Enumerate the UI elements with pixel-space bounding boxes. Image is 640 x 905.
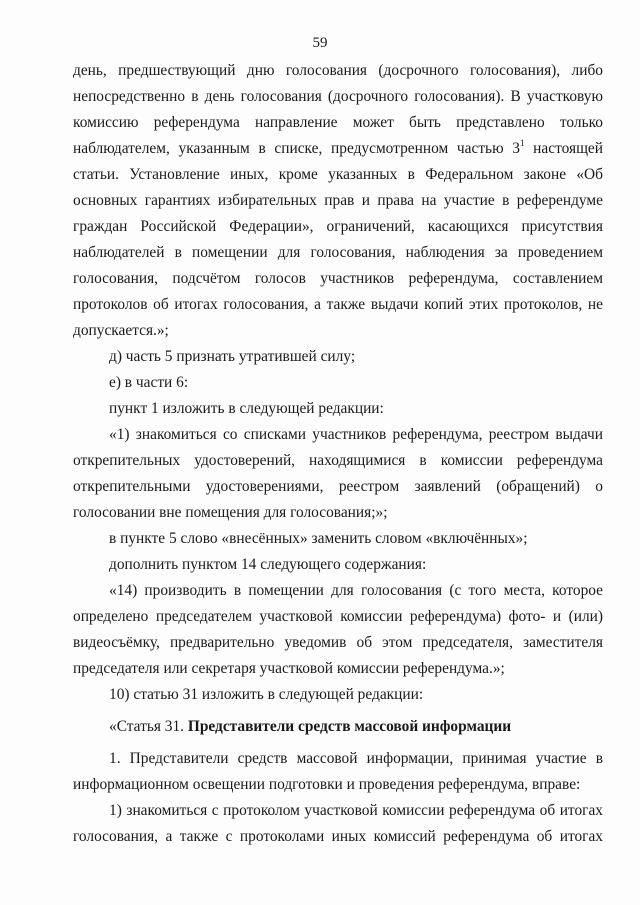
paragraph-point-1: пункт 1 изложить в следующей редакции: <box>109 400 384 417</box>
article-number: «Статья 31. <box>109 718 188 735</box>
paragraph-part-6: е) в части 6: <box>109 374 189 391</box>
article-title: Представители средств массовой информации <box>187 718 512 735</box>
text-line: статьи. Установление иных, кроме указанных в Федеральном законе «Об <box>73 166 603 183</box>
text-line: голосовании вне помещения для голосования;»; <box>73 504 388 521</box>
text-line: основных гарантиях избирательных прав и права на участие в референдуме <box>73 192 603 209</box>
text-segment: наблюдателем, указанным в списке, предусмотренном частью 3 <box>73 140 520 157</box>
text-line: голосования, а также с протоколами иных комиссий референдума об итогах <box>73 828 603 845</box>
paragraph-article-31-intro: 10) статью 31 изложить в следующей редакции: <box>109 686 424 703</box>
text-line: «14) производить в помещении для голосования (с того места, которое <box>109 582 603 599</box>
text-line: день, предшествующий дню голосования (досрочного голосования), либо <box>73 62 603 79</box>
text-line: граждан Российской Федерации», ограничений, касающихся присутствия <box>73 218 603 235</box>
paragraph-part-5: д) часть 5 признать утратившей силу; <box>109 348 356 365</box>
text-line: определено председателем участковой комиссии референдума) фото- и (или) <box>73 608 603 625</box>
text-line: комиссию референдума направление может быть представлено только <box>73 114 603 131</box>
text-line: видеосъёмку, предварительно уведомив об этом председателя, заместителя <box>73 634 603 651</box>
paragraph-point-5: в пункте 5 слово «внесённых» заменить словом «включённых»; <box>109 530 528 547</box>
paragraph-article-31-point-1 <box>73 798 603 850</box>
text-line: протоколов об итогах голосования, а также выдачи копий этих протоколов, не <box>73 296 603 313</box>
paragraph-add-point-14: дополнить пунктом 14 следующего содержания: <box>109 556 427 573</box>
paragraph-article-31-part-1 <box>73 746 603 798</box>
paragraph-point-14-text <box>73 578 603 682</box>
text-line <box>73 136 603 162</box>
paragraph-continuation <box>73 58 603 344</box>
text-segment: настоящей <box>524 140 604 157</box>
text-line: председателя или секретаря участковой комиссии референдума.»; <box>73 660 505 677</box>
text-line: голосования, подсчётом голосов участников референдума, составлением <box>73 270 603 287</box>
text-line: «1) знакомиться со списками участников референдума, реестром выдачи <box>109 426 603 443</box>
document-body <box>73 58 603 850</box>
text-line: 1. Представители средств массовой информации, принимая участие в <box>109 750 603 767</box>
superscript: 1 <box>519 137 525 148</box>
text-line: информационном освещении подготовки и проведения референдума, вправе: <box>73 776 581 793</box>
paragraph-point-1-text <box>73 422 603 526</box>
text-line: допускается.»; <box>73 322 169 339</box>
text-line: непосредственно в день голосования (досрочного голосования). В участковую <box>73 88 603 105</box>
page-number: 59 <box>312 35 328 51</box>
text-line: открепительных удостоверений, находящимися в комиссии референдума <box>73 452 603 469</box>
text-line: 1) знакомиться с протоколом участковой комиссии референдума об итогах <box>109 802 603 819</box>
text-line: наблюдателей в помещении для голосования, наблюдения за проведением <box>73 244 603 261</box>
text-line: открепительными удостоверениями, реестром заявлений (обращений) о <box>73 478 603 495</box>
article-heading <box>73 714 603 740</box>
